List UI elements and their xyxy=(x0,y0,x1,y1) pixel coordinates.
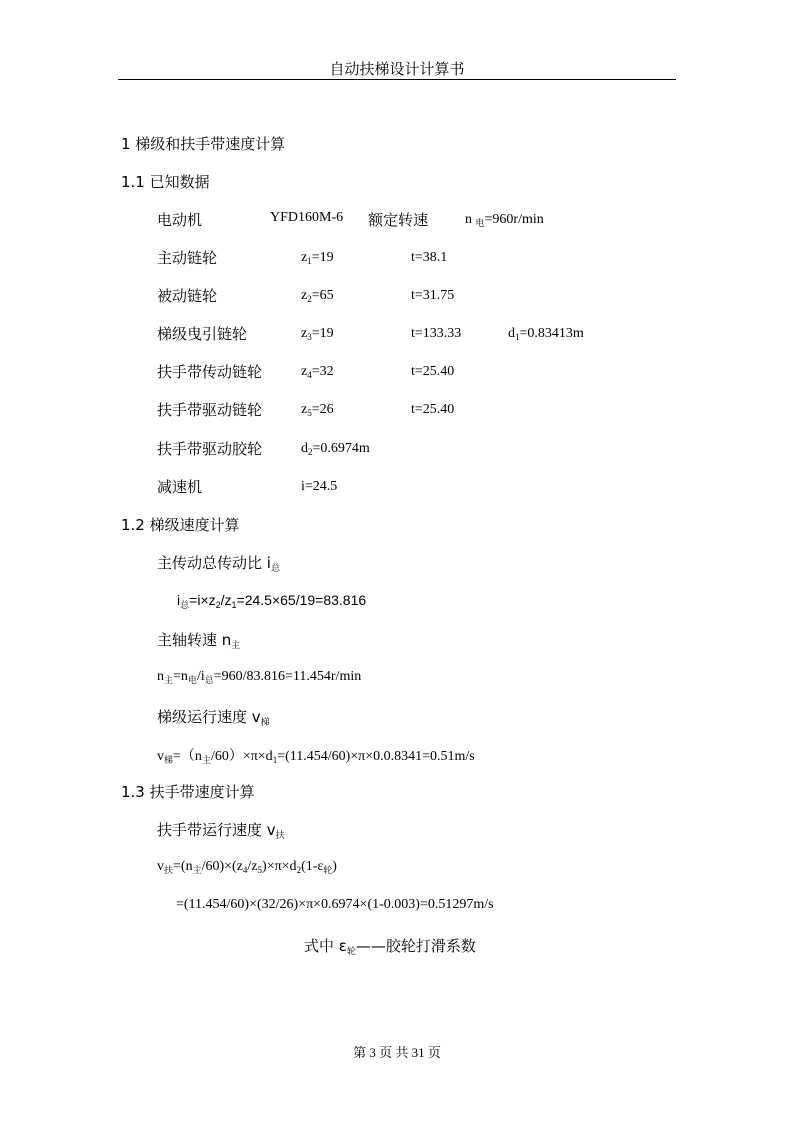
step-speed-label: 梯级运行速度 $v_梯$ xyxy=(157,708,270,728)
step-sprocket-diameter: $d_1=0.83413m$ xyxy=(508,326,584,342)
reducer-ratio: i=24.5 xyxy=(301,479,338,494)
driven-sprocket-pitch: t=31.75 xyxy=(411,288,455,303)
drive-sprocket-teeth: $z_1=19$ xyxy=(301,250,334,266)
page-footer: 第 3 页 共 31 页 xyxy=(353,1045,441,1060)
shaft-speed-label: 主轴转速 $n_主$ xyxy=(157,631,241,651)
handrail-wheel-diameter: $d_2=0.6974m$ xyxy=(301,441,370,457)
handrail-driving-sprocket-label: 扶手带驱动链轮 xyxy=(157,401,263,419)
handrail-driving-sprocket-teeth: $z_5=26$ xyxy=(301,402,334,418)
handrail-drive-sprocket-label: 扶手带传动链轮 xyxy=(157,363,263,381)
motor-label: 电动机 xyxy=(157,211,203,229)
section-1-2-title: 1.2 梯级速度计算 xyxy=(121,516,240,534)
handrail-driving-sprocket-pitch: t=25.40 xyxy=(411,402,455,417)
drive-sprocket-pitch: t=38.1 xyxy=(411,250,448,265)
total-ratio-label: 主传动总传动比 $i_总$ xyxy=(157,554,280,574)
slip-coefficient-note: 式中 $\varepsilon_轮——$胶轮打滑系数 xyxy=(304,937,476,957)
handrail-speed-label: 扶手带运行速度 $v_扶$ xyxy=(157,821,285,841)
step-sprocket-teeth: $z_3=19$ xyxy=(301,326,334,342)
handrail-drive-sprocket-pitch: t=25.40 xyxy=(411,364,455,379)
section-1-title: 1 梯级和扶手带速度计算 xyxy=(121,135,286,153)
drive-sprocket-label: 主动链轮 xyxy=(157,249,218,267)
handrail-speed-formula: $v_扶=(n_主/60)\times(z_4/z_5)\times\pi\times d_2(1-\varepsilon_轮)$ xyxy=(157,859,337,875)
page-header-title: 自动扶梯设计计算书 xyxy=(329,60,465,78)
motor-speed-label: 额定转速 xyxy=(368,211,429,229)
reducer-label: 减速机 xyxy=(157,478,203,496)
motor-speed-value: n $_电$=960r/min xyxy=(465,212,544,228)
motor-model: YFD160M-6 xyxy=(270,210,344,225)
driven-sprocket-teeth: $z_2=65$ xyxy=(301,288,334,304)
handrail-wheel-label: 扶手带驱动胶轮 xyxy=(157,440,263,458)
total-ratio-formula: $i_总=i\times z_2/z_1=24.5\times 65/19=83.816$ xyxy=(177,592,367,610)
shaft-speed-formula: $n_主=n_电/i_总=960/83.816=11.454r/\min$ xyxy=(157,669,362,685)
handrail-drive-sprocket-teeth: $z_4=32$ xyxy=(301,364,334,380)
step-speed-formula: $v_梯=(n_主/60)\times\pi\times d_1=(11.454/60)\times\pi\times 0.0.8341=0.51m/s$ xyxy=(157,749,475,765)
section-1-3-title: 1.3 扶手带速度计算 xyxy=(121,783,255,801)
header-rule xyxy=(118,79,676,80)
handrail-speed-result: =(11.454/60)×(32/26)×π×0.6974×(1-0.003)=0.51297m/s xyxy=(176,897,494,912)
section-1-1-title: 1.1 已知数据 xyxy=(121,173,210,191)
driven-sprocket-label: 被动链轮 xyxy=(157,287,218,305)
step-sprocket-pitch: t=133.33 xyxy=(411,326,462,341)
step-sprocket-label: 梯级曳引链轮 xyxy=(157,325,248,343)
